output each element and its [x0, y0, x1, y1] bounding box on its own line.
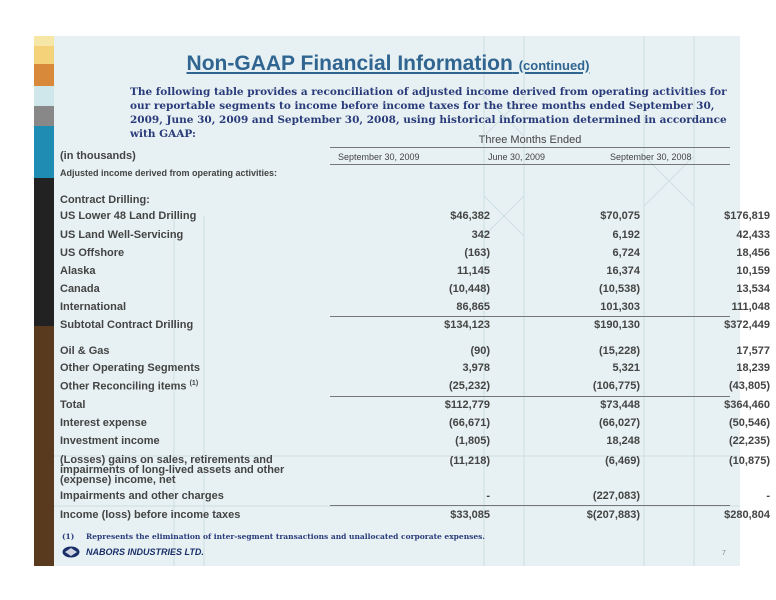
column-header-sep-2009: September 30, 2009 [338, 152, 420, 162]
cell-value: 42,433 [736, 229, 770, 241]
row-label: Impairments and other charges [60, 490, 224, 502]
table-row [60, 283, 770, 299]
column-header-jun-2009: June 30, 2009 [488, 152, 546, 162]
title-text: Non-GAAP Financial Information [186, 52, 513, 75]
subtotal-divider [330, 316, 730, 317]
row-label-text: Other Reconciling items [60, 380, 187, 393]
cell-value: $112,779 [444, 399, 490, 411]
color-stripe [34, 36, 54, 566]
footnote-number: (1) [62, 532, 75, 541]
cell-value: 86,865 [456, 301, 490, 313]
section-heading [60, 194, 730, 210]
row-label: US Land Well-Servicing [60, 229, 184, 241]
table-row [60, 301, 770, 317]
row-label: Oil & Gas [60, 345, 110, 357]
column-header-sep-2008: September 30, 2008 [610, 152, 692, 162]
cell-value: (227,083) [592, 490, 640, 502]
cell-value: (22,235) [729, 435, 770, 447]
cell-value: (25,232) [449, 380, 490, 392]
cell-value: 10,159 [736, 265, 770, 277]
final-divider [330, 505, 730, 506]
row-label: US Offshore [60, 247, 125, 259]
row-label: Total [60, 399, 86, 411]
cell-value: (90) [470, 345, 490, 357]
cell-value: $33,085 [450, 509, 490, 521]
section-contract-drilling: Contract Drilling: [60, 194, 150, 206]
table-row [60, 229, 770, 245]
cell-value: (1,805) [455, 435, 490, 447]
table-row [60, 435, 770, 451]
cell-value: 6,192 [612, 229, 640, 241]
cell-value: - [766, 490, 770, 502]
cell-value: 18,248 [606, 435, 640, 447]
row-label: Alaska [60, 265, 96, 277]
table-row [60, 345, 770, 361]
page-number: 7 [722, 550, 726, 557]
cell-value: (10,875) [729, 455, 770, 467]
cell-value: $(207,883) [586, 509, 640, 521]
cell-value: 13,534 [736, 283, 770, 295]
cell-value: 11,145 [456, 265, 490, 277]
table-row-income-before-taxes [60, 509, 770, 525]
cell-value: (11,218) [449, 455, 490, 467]
column-header-divider [330, 164, 730, 165]
cell-value: (43,805) [729, 380, 770, 392]
cell-value: $176,819 [724, 210, 770, 222]
footnote-marker: (1) [189, 380, 199, 387]
cell-value: $46,382 [450, 210, 490, 222]
row-label [60, 380, 198, 393]
cell-value: (50,546) [729, 417, 770, 429]
total-divider [330, 396, 730, 397]
table-row [60, 362, 770, 378]
row-label: US Lower 48 Land Drilling [60, 210, 197, 222]
row-label: Canada [60, 283, 100, 295]
table-row-total [60, 399, 770, 415]
cell-value: 18,239 [736, 362, 770, 374]
cell-value: (106,775) [592, 380, 640, 392]
cell-value: (15,228) [599, 345, 640, 357]
title-suffix: (continued) [518, 58, 590, 73]
cell-value: (66,671) [449, 417, 490, 429]
cell-value: $280,804 [724, 509, 770, 521]
table-row [60, 210, 770, 226]
row-label: Interest expense [60, 417, 147, 429]
footnote-text: Represents the elimination of inter-segment transactions and unallocated corporate expenses. [86, 532, 485, 541]
footnote [62, 532, 485, 541]
cell-value: $73,448 [600, 399, 640, 411]
cell-value: (10,448) [449, 283, 490, 295]
table-row [60, 380, 770, 396]
cell-value: 111,048 [731, 301, 770, 313]
row-label: Investment income [60, 435, 160, 447]
row-label: Income (loss) before income taxes [60, 509, 241, 521]
cell-value: 16,374 [606, 265, 640, 277]
cell-value: (10,538) [599, 283, 640, 295]
cell-value: (6,469) [605, 455, 640, 467]
period-header: Three Months Ended [478, 134, 582, 146]
intro-paragraph: The following table provides a reconciliation of adjusted income derived from operating activities for our reportable segments to income before income taxes for the three months ended September 30, 2009, June 30, 2009 and September 30, 2008, using historical information determined in accordance with GAAP: [130, 86, 727, 140]
table-row [60, 454, 770, 487]
table-subheading: Adjusted income derived from operating activities: [60, 168, 278, 178]
cell-value: 5,321 [612, 362, 640, 374]
cell-value: - [486, 490, 490, 502]
cell-value: 17,577 [736, 345, 770, 357]
table-row [60, 417, 770, 433]
cell-value: $134,123 [444, 319, 490, 331]
company-logo [62, 546, 204, 558]
cell-value: $190,130 [594, 319, 640, 331]
cell-value: 18,456 [736, 247, 770, 259]
cell-value: $70,075 [600, 210, 640, 222]
table-row [60, 265, 770, 281]
units-label: (in thousands) [60, 150, 136, 162]
table-row [60, 247, 770, 263]
row-label: (Losses) gains on sales, retirements and impairments of long-lived assets and other (expense) income, net [60, 454, 285, 486]
row-label: Other Operating Segments [60, 362, 200, 374]
cell-value: (163) [464, 247, 490, 259]
table-row [60, 490, 770, 506]
cell-value: 342 [471, 229, 490, 241]
table-row-subtotal [60, 319, 770, 335]
cell-value: $372,449 [724, 319, 770, 331]
company-name: NABORS INDUSTRIES LTD. [86, 547, 204, 557]
cell-value: $364,460 [724, 399, 770, 411]
header-divider [330, 147, 730, 148]
row-label: Subtotal Contract Drilling [60, 319, 194, 331]
nabors-logo-icon [62, 546, 80, 558]
cell-value: (66,027) [599, 417, 640, 429]
page-title [0, 52, 776, 76]
row-label: International [60, 301, 127, 313]
cell-value: 3,978 [462, 362, 490, 374]
cell-value: 6,724 [612, 247, 640, 259]
cell-value: 101,303 [600, 301, 640, 313]
